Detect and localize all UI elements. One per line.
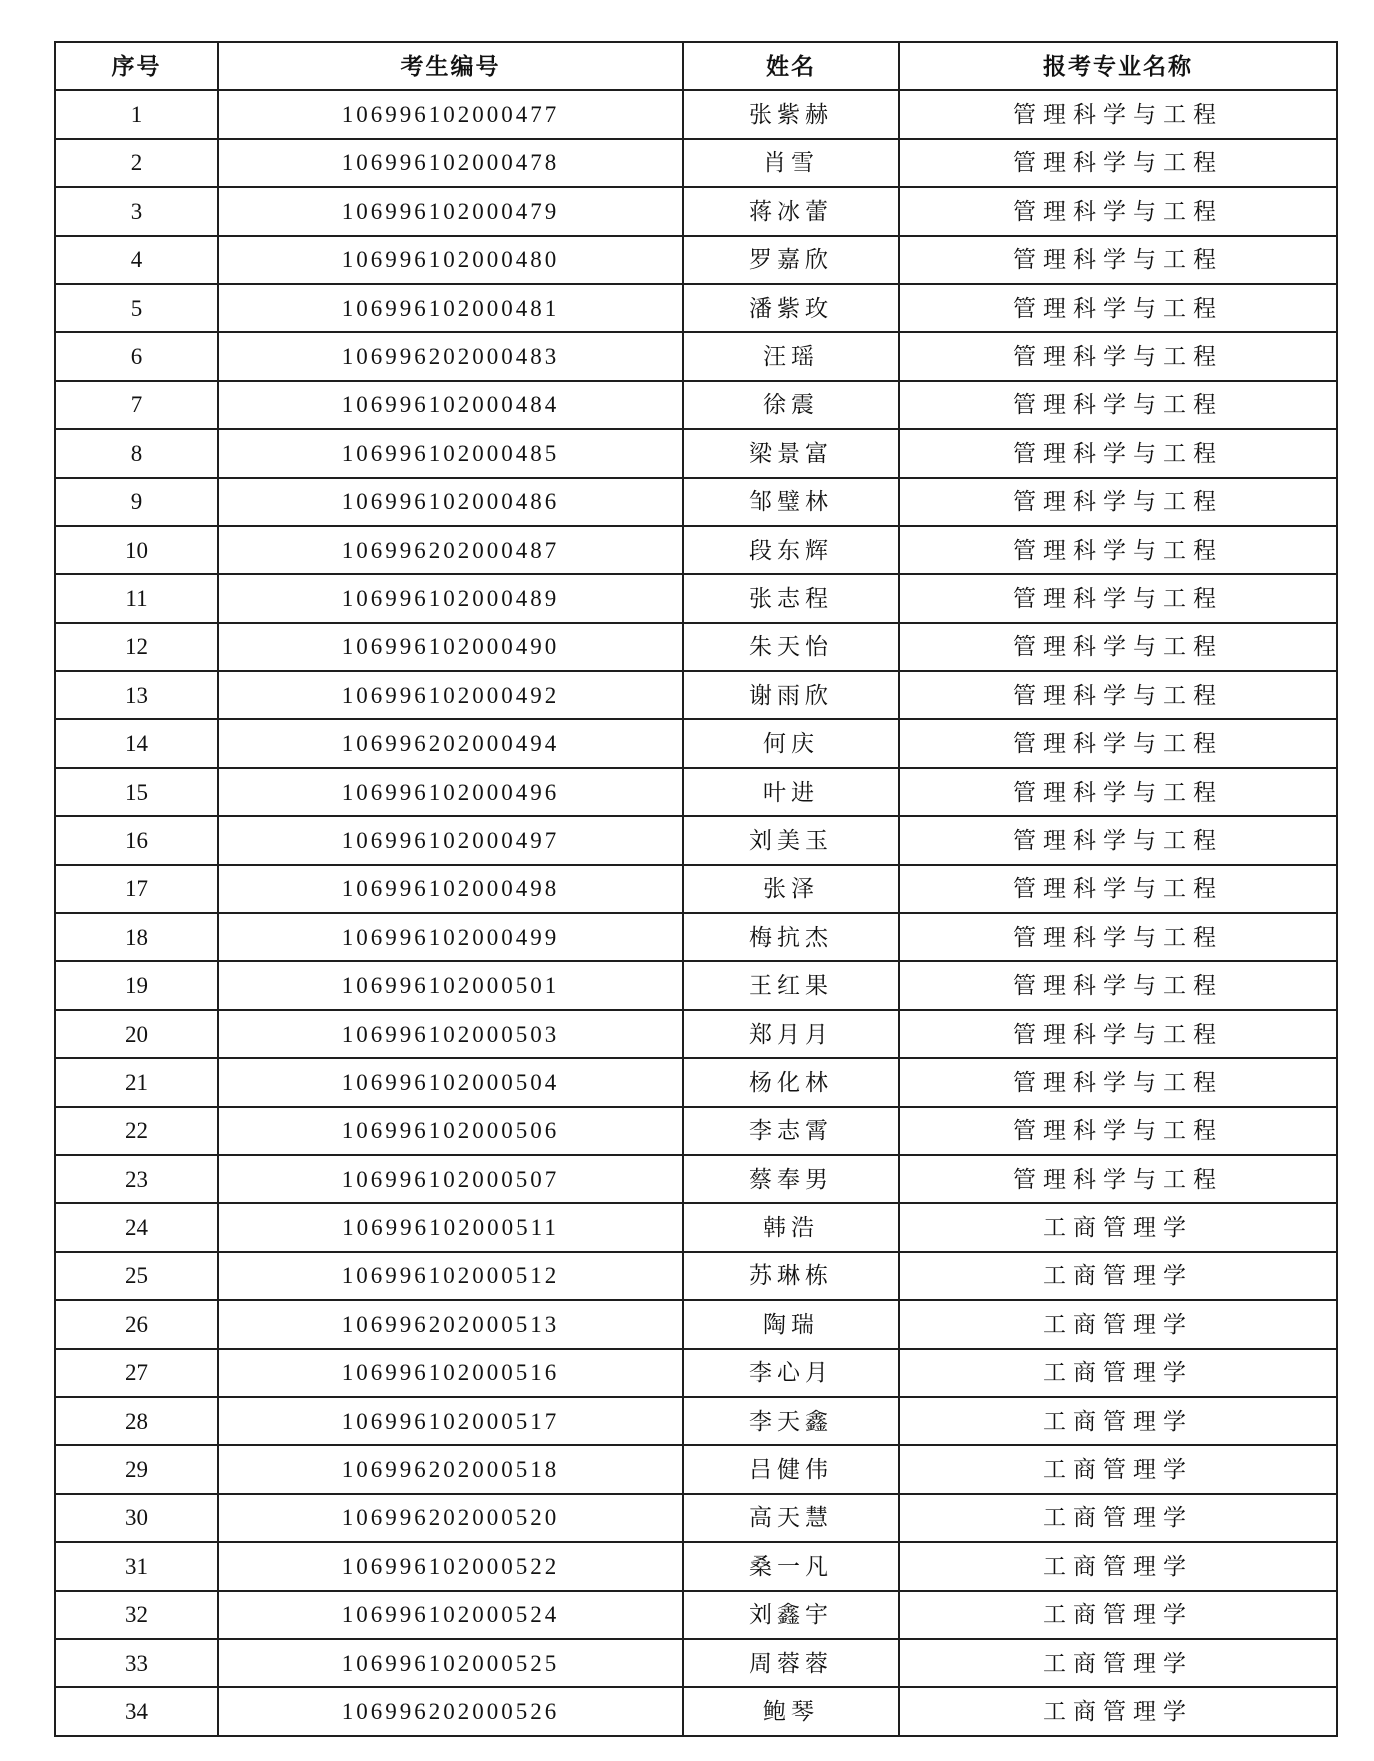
cell-seq: 28 (55, 1397, 218, 1445)
cell-candidate-id: 106996202000483 (218, 332, 683, 380)
cell-candidate-id: 106996102000478 (218, 139, 683, 187)
table-row (55, 719, 1337, 767)
cell-candidate-id: 106996102000507 (218, 1155, 683, 1203)
cell-major: 工商管理学 (899, 1203, 1337, 1251)
cell-name: 杨化林 (683, 1058, 899, 1106)
cell-name: 段东辉 (683, 526, 899, 574)
cell-major: 管理科学与工程 (899, 429, 1337, 477)
cell-name: 桑一凡 (683, 1542, 899, 1590)
cell-candidate-id: 106996102000516 (218, 1349, 683, 1397)
cell-major: 工商管理学 (899, 1300, 1337, 1348)
cell-name: 张泽 (683, 865, 899, 913)
table-row (55, 1155, 1337, 1203)
cell-seq: 14 (55, 719, 218, 767)
cell-seq: 9 (55, 478, 218, 526)
cell-candidate-id: 106996102000485 (218, 429, 683, 477)
cell-name: 蒋冰蕾 (683, 187, 899, 235)
cell-seq: 13 (55, 671, 218, 719)
cell-candidate-id: 106996102000503 (218, 1010, 683, 1058)
table-row (55, 1591, 1337, 1639)
cell-candidate-id: 106996102000524 (218, 1591, 683, 1639)
cell-seq: 26 (55, 1300, 218, 1348)
header-candidate-id: 考生编号 (218, 42, 683, 90)
cell-candidate-id: 106996102000489 (218, 574, 683, 622)
table-row (55, 478, 1337, 526)
table-row (55, 816, 1337, 864)
cell-major: 管理科学与工程 (899, 1010, 1337, 1058)
table-row (55, 236, 1337, 284)
table-row (55, 1397, 1337, 1445)
cell-major: 工商管理学 (899, 1591, 1337, 1639)
header-seq: 序号 (55, 42, 218, 90)
cell-seq: 33 (55, 1639, 218, 1687)
cell-name: 高天慧 (683, 1494, 899, 1542)
cell-candidate-id: 106996102000496 (218, 768, 683, 816)
header-row (55, 42, 1337, 90)
cell-candidate-id: 106996202000526 (218, 1687, 683, 1735)
cell-seq: 12 (55, 623, 218, 671)
cell-name: 梅抗杰 (683, 913, 899, 961)
table-row (55, 1687, 1337, 1735)
cell-candidate-id: 106996202000518 (218, 1445, 683, 1493)
cell-candidate-id: 106996102000517 (218, 1397, 683, 1445)
cell-candidate-id: 106996102000499 (218, 913, 683, 961)
cell-candidate-id: 106996102000481 (218, 284, 683, 332)
table-row (55, 1349, 1337, 1397)
table-row (55, 1639, 1337, 1687)
cell-seq: 11 (55, 574, 218, 622)
cell-seq: 16 (55, 816, 218, 864)
cell-seq: 18 (55, 913, 218, 961)
cell-major: 管理科学与工程 (899, 865, 1337, 913)
cell-seq: 1 (55, 90, 218, 138)
cell-name: 鲍琴 (683, 1687, 899, 1735)
table-row (55, 1300, 1337, 1348)
cell-major: 工商管理学 (899, 1445, 1337, 1493)
cell-seq: 17 (55, 865, 218, 913)
table-row (55, 429, 1337, 477)
cell-candidate-id: 106996102000512 (218, 1252, 683, 1300)
cell-major: 管理科学与工程 (899, 961, 1337, 1009)
cell-candidate-id: 106996102000506 (218, 1107, 683, 1155)
cell-candidate-id: 106996102000511 (218, 1203, 683, 1251)
cell-candidate-id: 106996202000494 (218, 719, 683, 767)
table-row (55, 865, 1337, 913)
table-row (55, 671, 1337, 719)
cell-seq: 24 (55, 1203, 218, 1251)
cell-name: 蔡奉男 (683, 1155, 899, 1203)
cell-seq: 2 (55, 139, 218, 187)
cell-name: 罗嘉欣 (683, 236, 899, 284)
cell-major: 工商管理学 (899, 1639, 1337, 1687)
table-row (55, 1107, 1337, 1155)
cell-major: 工商管理学 (899, 1494, 1337, 1542)
cell-name: 梁景富 (683, 429, 899, 477)
cell-major: 管理科学与工程 (899, 332, 1337, 380)
cell-major: 工商管理学 (899, 1252, 1337, 1300)
table-row (55, 961, 1337, 1009)
cell-name: 李天鑫 (683, 1397, 899, 1445)
table-row (55, 1445, 1337, 1493)
cell-name: 张紫赫 (683, 90, 899, 138)
cell-major: 工商管理学 (899, 1542, 1337, 1590)
cell-major: 管理科学与工程 (899, 284, 1337, 332)
cell-seq: 25 (55, 1252, 218, 1300)
table-row (55, 1203, 1337, 1251)
table-row (55, 1252, 1337, 1300)
cell-major: 管理科学与工程 (899, 1107, 1337, 1155)
table-row (55, 574, 1337, 622)
cell-candidate-id: 106996102000479 (218, 187, 683, 235)
table-row (55, 1494, 1337, 1542)
cell-name: 刘美玉 (683, 816, 899, 864)
cell-seq: 5 (55, 284, 218, 332)
cell-candidate-id: 106996102000477 (218, 90, 683, 138)
table-row (55, 332, 1337, 380)
cell-seq: 4 (55, 236, 218, 284)
cell-name: 肖雪 (683, 139, 899, 187)
cell-candidate-id: 106996102000492 (218, 671, 683, 719)
cell-name: 郑月月 (683, 1010, 899, 1058)
cell-major: 管理科学与工程 (899, 671, 1337, 719)
cell-name: 吕健伟 (683, 1445, 899, 1493)
cell-major: 管理科学与工程 (899, 526, 1337, 574)
cell-candidate-id: 106996102000490 (218, 623, 683, 671)
cell-major: 管理科学与工程 (899, 381, 1337, 429)
cell-major: 管理科学与工程 (899, 574, 1337, 622)
cell-seq: 8 (55, 429, 218, 477)
cell-seq: 10 (55, 526, 218, 574)
cell-seq: 27 (55, 1349, 218, 1397)
cell-major: 管理科学与工程 (899, 1058, 1337, 1106)
cell-name: 李心月 (683, 1349, 899, 1397)
cell-name: 陶瑞 (683, 1300, 899, 1348)
header-major: 报考专业名称 (899, 42, 1337, 90)
cell-seq: 19 (55, 961, 218, 1009)
cell-name: 潘紫玫 (683, 284, 899, 332)
cell-name: 谢雨欣 (683, 671, 899, 719)
cell-major: 管理科学与工程 (899, 768, 1337, 816)
cell-seq: 22 (55, 1107, 218, 1155)
cell-seq: 3 (55, 187, 218, 235)
table-row (55, 768, 1337, 816)
cell-name: 韩浩 (683, 1203, 899, 1251)
cell-major: 管理科学与工程 (899, 90, 1337, 138)
cell-name: 朱天怡 (683, 623, 899, 671)
cell-major: 管理科学与工程 (899, 236, 1337, 284)
cell-name: 汪瑶 (683, 332, 899, 380)
cell-major: 管理科学与工程 (899, 719, 1337, 767)
cell-major: 管理科学与工程 (899, 139, 1337, 187)
cell-major: 管理科学与工程 (899, 913, 1337, 961)
cell-major: 管理科学与工程 (899, 187, 1337, 235)
table-row (55, 1058, 1337, 1106)
table-row (55, 187, 1337, 235)
table-body (55, 90, 1337, 1735)
cell-name: 王红果 (683, 961, 899, 1009)
cell-candidate-id: 106996202000520 (218, 1494, 683, 1542)
cell-seq: 21 (55, 1058, 218, 1106)
cell-name: 徐震 (683, 381, 899, 429)
cell-seq: 15 (55, 768, 218, 816)
cell-seq: 32 (55, 1591, 218, 1639)
cell-major: 工商管理学 (899, 1349, 1337, 1397)
cell-seq: 29 (55, 1445, 218, 1493)
table-row (55, 526, 1337, 574)
table-row (55, 1010, 1337, 1058)
table-row (55, 139, 1337, 187)
cell-candidate-id: 106996102000525 (218, 1639, 683, 1687)
cell-major: 工商管理学 (899, 1397, 1337, 1445)
cell-major: 管理科学与工程 (899, 478, 1337, 526)
cell-candidate-id: 106996202000487 (218, 526, 683, 574)
cell-candidate-id: 106996102000484 (218, 381, 683, 429)
table-row (55, 90, 1337, 138)
cell-major: 工商管理学 (899, 1687, 1337, 1735)
candidate-roster-table (54, 41, 1338, 1737)
cell-name: 李志霄 (683, 1107, 899, 1155)
cell-candidate-id: 106996102000480 (218, 236, 683, 284)
cell-seq: 31 (55, 1542, 218, 1590)
cell-candidate-id: 106996102000498 (218, 865, 683, 913)
table-row (55, 381, 1337, 429)
cell-candidate-id: 106996102000522 (218, 1542, 683, 1590)
cell-seq: 20 (55, 1010, 218, 1058)
cell-seq: 7 (55, 381, 218, 429)
cell-candidate-id: 106996102000501 (218, 961, 683, 1009)
table-row (55, 623, 1337, 671)
cell-name: 张志程 (683, 574, 899, 622)
cell-name: 周蓉蓉 (683, 1639, 899, 1687)
cell-name: 叶进 (683, 768, 899, 816)
cell-name: 何庆 (683, 719, 899, 767)
table-row (55, 284, 1337, 332)
header-name: 姓名 (683, 42, 899, 90)
cell-candidate-id: 106996102000504 (218, 1058, 683, 1106)
table-header (55, 42, 1337, 90)
table-row (55, 913, 1337, 961)
candidate-roster (54, 41, 1338, 1737)
cell-major: 管理科学与工程 (899, 816, 1337, 864)
cell-seq: 23 (55, 1155, 218, 1203)
cell-seq: 6 (55, 332, 218, 380)
cell-seq: 30 (55, 1494, 218, 1542)
cell-candidate-id: 106996102000486 (218, 478, 683, 526)
cell-candidate-id: 106996202000513 (218, 1300, 683, 1348)
cell-name: 苏琳栋 (683, 1252, 899, 1300)
cell-major: 管理科学与工程 (899, 1155, 1337, 1203)
table-row (55, 1542, 1337, 1590)
cell-candidate-id: 106996102000497 (218, 816, 683, 864)
cell-seq: 34 (55, 1687, 218, 1735)
cell-major: 管理科学与工程 (899, 623, 1337, 671)
cell-name: 邹璧林 (683, 478, 899, 526)
cell-name: 刘鑫宇 (683, 1591, 899, 1639)
